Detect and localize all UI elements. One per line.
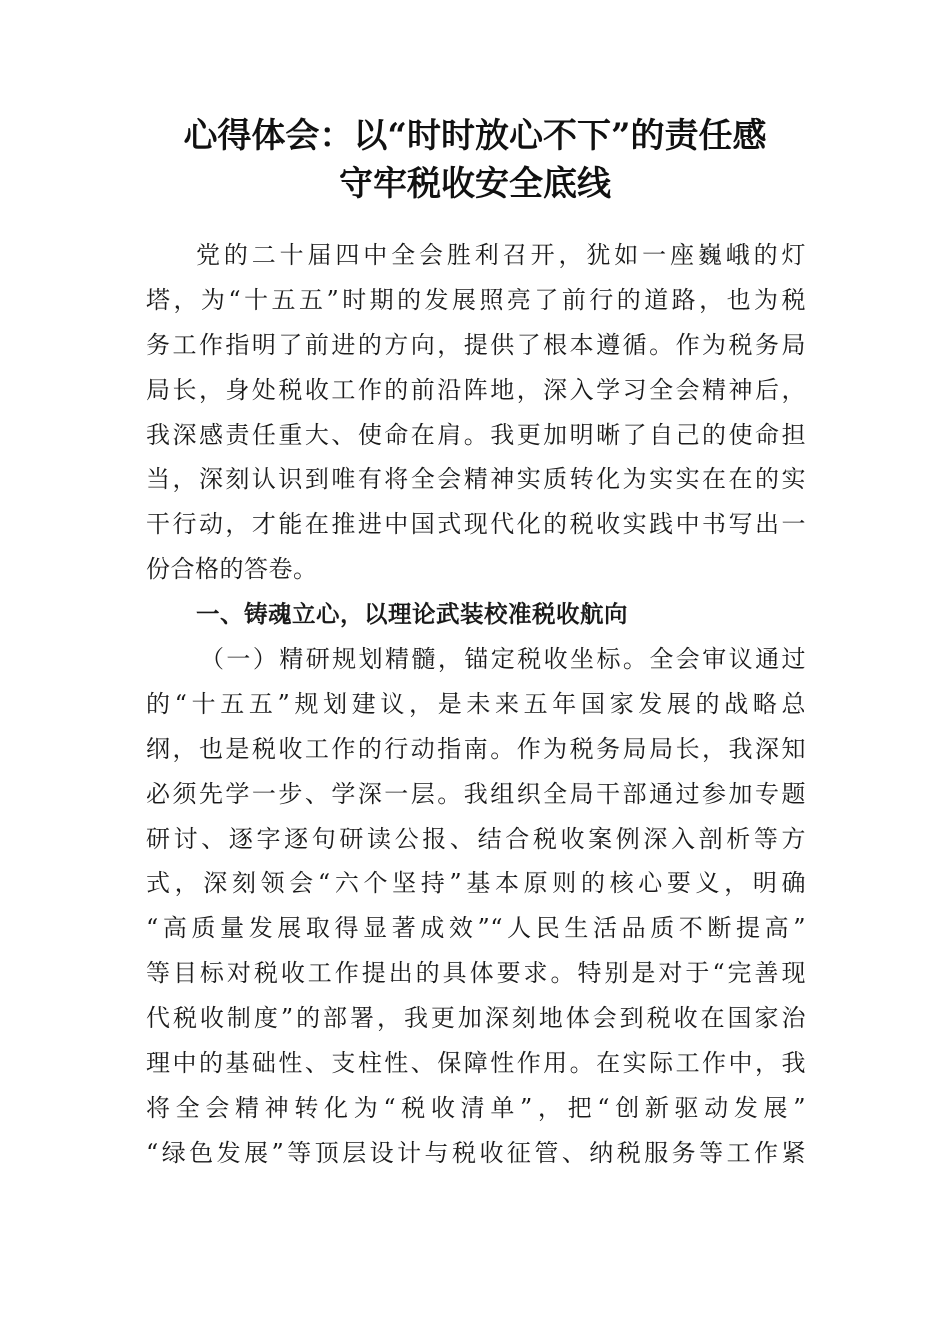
paragraph-line: 干行动，才能在推进中国式现代化的税收实践中书写出一 [146, 510, 806, 539]
section-heading: 一、铸魂立心，以理论武装校准税收航向 [196, 600, 628, 629]
paragraph-line: 的“十五五”规划建议，是未来五年国家发展的战略总 [146, 689, 806, 718]
document-title-line-2: 守牢税收安全底线 [339, 164, 611, 204]
paragraph-line: 我深感责任重大、使命在肩。我更加明晰了自己的使命担 [146, 420, 806, 449]
paragraph-line: 必须先学一步、学深一层。我组织全局干部通过参加专题 [146, 779, 806, 808]
paragraph-line: 纲，也是税收工作的行动指南。作为税务局局长，我深知 [146, 734, 806, 763]
paragraph-line: “高质量发展取得显著成效”“人民生活品质不断提高” [146, 914, 806, 943]
paragraph-line: 代税收制度”的部署，我更加深刻地体会到税收在国家治 [146, 1004, 806, 1033]
paragraph-line: “绿色发展”等顶层设计与税收征管、纳税服务等工作紧 [146, 1138, 806, 1167]
document-body [146, 233, 806, 1176]
paragraph-line: 党的二十届四中全会胜利召开，犹如一座巍峨的灯 [196, 241, 806, 269]
paragraph-line: 等目标对税收工作提出的具体要求。特别是对于“完善现 [146, 959, 806, 988]
paragraph-line: 理中的基础性、支柱性、保障性作用。在实际工作中，我 [146, 1049, 806, 1078]
document-title-line-1: 心得体会：以“时时放心不下”的责任感 [183, 116, 767, 156]
paragraph-line: 研讨、逐字逐句研读公报、结合税收案例深入剖析等方 [146, 824, 806, 853]
paragraph-line: 份合格的答卷。 [146, 555, 318, 584]
paragraph-line: 当，深刻认识到唯有将全会精神实质转化为实实在在的实 [146, 465, 806, 494]
paragraph-line: 塔，为“十五五”时期的发展照亮了前行的道路，也为税 [146, 285, 806, 314]
paragraph-line: 务工作指明了前进的方向，提供了根本遵循。作为税务局 [146, 330, 806, 359]
paragraph-line: 局长，身处税收工作的前沿阵地，深入学习全会精神后， [146, 375, 806, 404]
paragraph-line: 将全会精神转化为“税收清单”，把“创新驱动发展” [146, 1093, 806, 1122]
subsection-line: （一）精研规划精髓，锚定税收坐标。全会审议通过 [200, 645, 806, 674]
paragraph-line: 式，深刻领会“六个坚持”基本原则的核心要义，明确 [146, 869, 806, 898]
